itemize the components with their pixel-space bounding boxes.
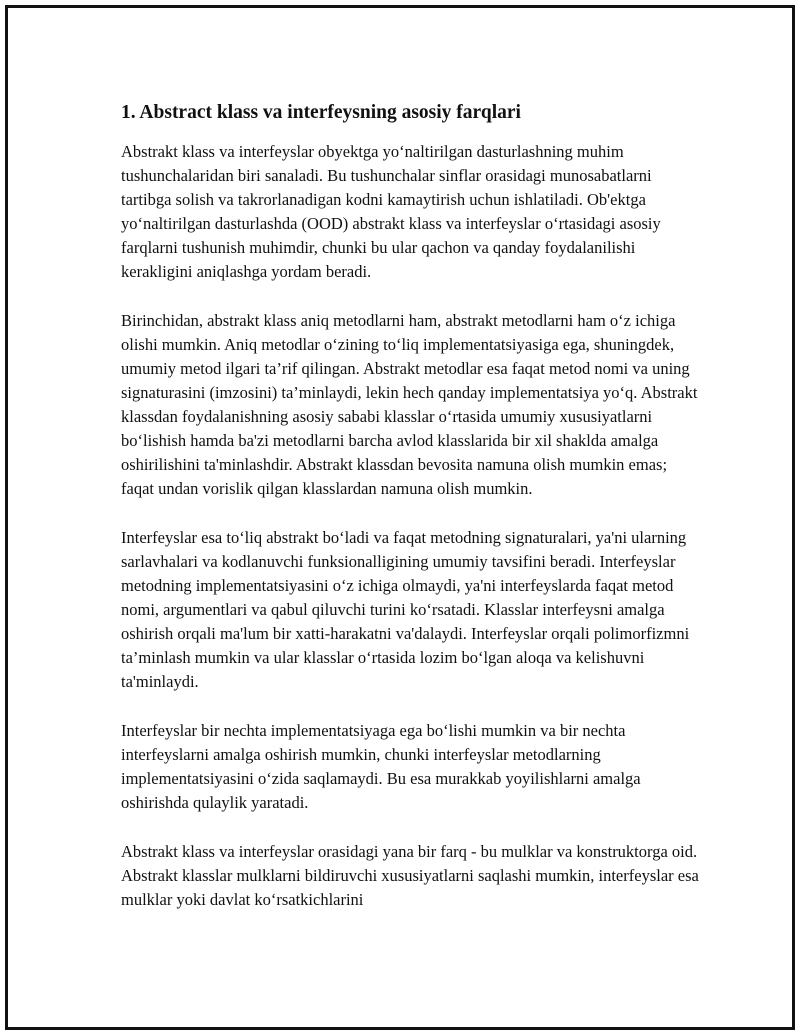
paragraph-multiple-implementation: Interfeyslar bir nechta implementatsiyaga ega boʻlishi mumkin va bir nechta interfeyslarni amalga oshirish mumkin, chunki interfeyslar metodlarning implementatsiyasini oʻzida saqlamaydi. Bu esa murakkab yoyilishlarni amalga oshirishda qulaylik yaratadi. <box>121 721 641 812</box>
document-page <box>5 5 795 1030</box>
paragraph-intro: Abstrakt klass va interfeyslar obyektga yoʻnaltirilgan dasturlashning muhim tushunchalaridan biri sanaladi. Bu tushunchalar sinflar orasidagi munosabatlarni tartibga solish va takrorlanadigan kodni kamaytirish uchun ishlatiladi. Ob'ektga yoʻnaltirilgan dasturlashda (OOD) abstrakt klass va interfeyslar oʻrtasidagi asosiy farqlarni tushunish muhimdir, chunki bu ular qachon va qanday foydalanilishi kerakligini aniqlashga yordam beradi. <box>121 142 661 281</box>
paragraph-interfaces: Interfeyslar esa toʻliq abstrakt boʻladi va faqat metodning signaturalari, ya'ni ularning sarlavhalari va kodlanuvchi funksionalligining umumiy tavsifini beradi. Interfeyslar metodning implementatsiyasini oʻz ichiga olmaydi, ya'ni interfeyslarda faqat metod nomi, argumentlari va qabul qiluvchi turini koʻrsatadi. Klasslar interfeysni amalga oshirish orqali ma'lum bir xatti-harakatni va'dalaydi. Interfeyslar orqali polimorfizmni ta’minlash mumkin va ular klasslar oʻrtasida lozim boʻlgan aloqa va kelishuvni ta'minlaydi. <box>121 528 690 691</box>
document-body <box>121 100 703 937</box>
paragraph-abstract-class: Birinchidan, abstrakt klass aniq metodlarni ham, abstrakt metodlarni ham oʻz ichiga olishi mumkin. Aniq metodlar oʻzining toʻliq implementatsiyasiga ega, shuningdek, umumiy metod ilgari ta’rif qilingan. Abstrakt metodlar esa faqat metod nomi va uning signaturasini (imzosini) ta’minlaydi, lekin hech qanday implementatsiya yoʻq. Abstrakt klassdan foydalanishning asosiy sababi klasslar oʻrtasida umumiy xususiyatlarni boʻlishish hamda ba'zi metodlarni barcha avlod klasslarida bir xil shaklda amalga oshirilishini ta'minlashdir. Abstrakt klassdan bevosita namuna olish mumkin emas; faqat undan vorislik qilgan klasslardan namuna olish mumkin. <box>121 311 698 498</box>
section-heading: 1. Abstract klass va interfeysning asosiy farqlari <box>121 102 521 123</box>
paragraph-properties-constructors: Abstrakt klass va interfeyslar orasidagi yana bir farq - bu mulklar va konstruktorga oid. Abstrakt klasslar mulklarni bildiruvchi xususiyatlarni saqlashi mumkin, interfeyslar esa mulklar yoki davlat koʻrsatkichlarini <box>121 842 699 909</box>
